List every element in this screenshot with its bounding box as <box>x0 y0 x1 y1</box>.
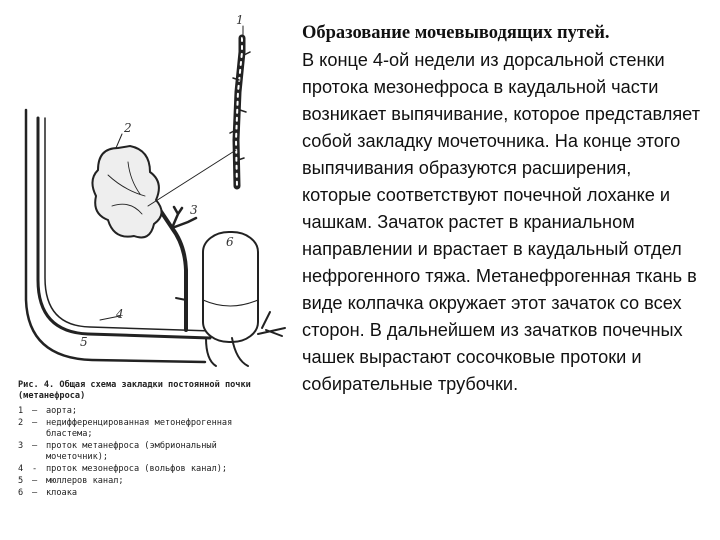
legend-dash: - <box>32 464 38 474</box>
legend-text: недифференцированная метонефрогенная бластема; <box>46 418 233 439</box>
legend-item <box>18 418 280 440</box>
label-4: 4 <box>116 307 124 321</box>
legend-item <box>18 476 280 487</box>
legend-item <box>18 488 280 499</box>
legend-text: аорта; <box>46 406 78 416</box>
legend-text: мюллеров канал; <box>46 476 124 486</box>
legend-text: клоака <box>46 488 78 498</box>
label-6: 6 <box>226 235 234 249</box>
embryo-kidney-figure <box>0 0 290 540</box>
legend-num: 5 <box>18 476 24 486</box>
label-1: 1 <box>236 13 244 27</box>
legend-text: проток мезонефроса (вольфов канал); <box>46 464 228 474</box>
legend-num: 1 <box>18 406 24 416</box>
legend-text: проток метанефроса (эмбриональный мочеточник); <box>46 441 217 462</box>
label-2: 2 <box>124 121 132 135</box>
body-paragraph: В конце 4-ой недели из дорсальной стенки протока мезонефроса в каудальной части возникает выпячивание, которое представляет собой закладку мочеточника. На конце этого выпячивания образуются расширения, которые соответствуют почечной лоханке и чашкам. Зачаток растет в краниальном направлении и врастает в каудальный отдел нефрогенного тяжа. Метанефрогенная ткань в виде колпачка окружает этот зачаток со всех сторон. В дальнейшем из зачатков почечных чашек вырастают сосочковые протоки и собирательные трубочки. <box>302 50 701 394</box>
legend-dash: — <box>32 476 38 486</box>
legend-item <box>18 406 280 417</box>
metanephros-schematic-drawing <box>0 0 290 380</box>
legend-item <box>18 464 280 475</box>
legend-num: 4 <box>18 464 24 474</box>
label-5: 5 <box>80 335 88 349</box>
legend-num: 2 <box>18 418 24 428</box>
legend-num: 3 <box>18 441 24 451</box>
legend-item <box>18 441 280 463</box>
legend-dash: — <box>32 441 38 451</box>
figure-legend <box>18 406 280 499</box>
legend-dash: — <box>32 418 38 428</box>
blastema-cap <box>92 146 161 238</box>
label-3: 3 <box>190 203 198 217</box>
legend-dash: — <box>32 488 38 498</box>
figure-caption <box>18 380 280 500</box>
legend-dash: — <box>32 406 38 416</box>
heading: Образование мочевыводящих путей. <box>302 23 610 43</box>
caption-title: Рис. 4. Общая схема закладки постоянной почки (метанефроса) <box>18 380 251 401</box>
legend-num: 6 <box>18 488 24 498</box>
main-text <box>302 20 702 398</box>
